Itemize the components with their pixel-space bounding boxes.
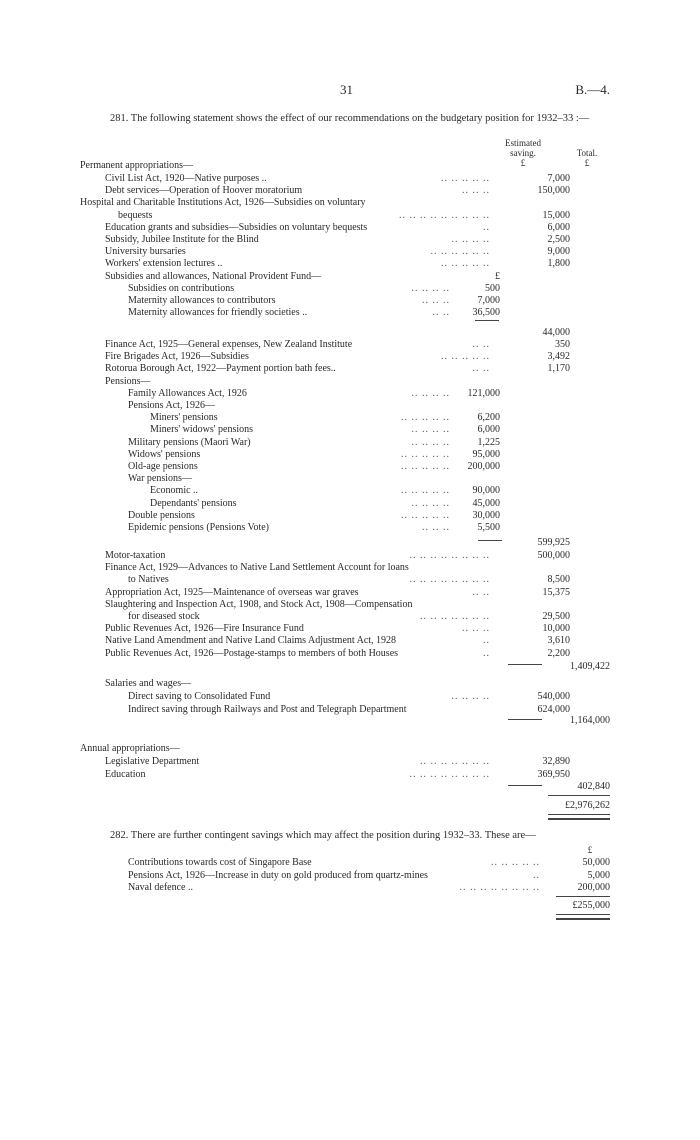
row-label: Indirect saving through Railways and Post and Telegraph Department [128, 703, 407, 715]
subtotal-row [0, 800, 700, 812]
row-label: Legislative Department [105, 756, 200, 767]
leader-dots: .. [533, 869, 540, 881]
estimated-sub-value: 121,000 [467, 387, 500, 399]
contingent-row [0, 857, 700, 869]
row-label: Education [105, 768, 146, 780]
subtotal-row [0, 327, 700, 339]
table-row [0, 611, 700, 623]
estimated-sub-value: 90,000 [472, 485, 500, 497]
leader-dots: .. .. .. .. .. .. .. .. .. [399, 209, 490, 221]
estimated-sub-value: 1,225 [477, 436, 500, 448]
double-rule [548, 814, 610, 820]
row-label: Hospital and Charitable Institutions Act, 1926—Subsidies on voluntary [80, 197, 366, 209]
table-row [0, 400, 700, 412]
leader-dots: .. .. .. .. .. [401, 509, 450, 521]
total-label: Total. [576, 148, 598, 158]
estimated-saving-value: 369,950 [537, 768, 570, 780]
section-heading-label: Salaries and wages— [105, 678, 192, 689]
row-label: Motor-taxation [105, 550, 166, 561]
row-label: Military pensions (Maori War) [128, 436, 251, 448]
table-row [0, 412, 700, 424]
row-label: bequests [118, 209, 153, 221]
subtotal-value: 44,000 [542, 327, 570, 338]
table-row [0, 246, 700, 258]
row-label: Pensions Act, 1926— [128, 400, 215, 411]
subtotal-row [0, 781, 700, 793]
row-label: to Natives [128, 574, 169, 586]
row-label: University bursaries [105, 246, 186, 258]
row-label: Miners' pensions [150, 412, 218, 424]
leader-dots: .. .. .. .. .. .. .. [420, 611, 490, 622]
row-label: Family Allowances Act, 1926 [128, 387, 247, 399]
estimated-saving-value: 500,000 [537, 550, 570, 561]
row-label: Public Revenues Act, 1926—Fire Insurance Fund [105, 623, 304, 635]
leader-dots: .. .. .. [462, 185, 490, 197]
estimated-saving-value: 2,200 [547, 647, 570, 659]
estimated-sub-value: 95,000 [472, 448, 500, 460]
leader-dots: .. .. .. .. .. [401, 485, 450, 497]
estimated-sub-value: 6,000 [477, 424, 500, 436]
leader-dots: .. .. .. .. [411, 387, 450, 399]
subtotal-row [0, 715, 700, 727]
row-label: Widows' pensions [128, 448, 201, 460]
row-label: Finance Act, 1929—Advances to Native Land Settlement Account for loans [105, 562, 409, 574]
total-value: 200,000 [577, 882, 610, 893]
table-row [0, 234, 700, 246]
document-reference: B.—4. [575, 82, 610, 97]
estimated-saving-value: 624,000 [537, 703, 570, 715]
table-row [0, 599, 700, 611]
table-row [0, 623, 700, 635]
leader-dots: .. .. .. .. .. [401, 412, 450, 424]
contingent-total-value: £255,000 [572, 900, 610, 911]
leader-dots: .. .. .. [422, 522, 450, 533]
estimated-saving-value: 1,800 [547, 258, 570, 270]
estimated-saving-value: 350 [555, 339, 570, 350]
table-row [0, 283, 700, 295]
table-row [0, 550, 700, 562]
leader-dots: .. .. .. .. .. .. [430, 246, 490, 258]
table-row [0, 258, 700, 270]
row-label: Public Revenues Act, 1926—Postage-stamps to members of both Houses [105, 647, 399, 659]
leader-dots: .. .. [432, 307, 450, 319]
estimated-sub-value: 200,000 [467, 461, 500, 472]
paragraph-282: 282. There are further contingent savings which may affect the position during 1932–33. These are— [110, 830, 536, 841]
subtotal-value: 402,840 [577, 781, 610, 792]
table-row [0, 307, 700, 319]
leader-dots: .. .. .. .. .. [401, 448, 450, 460]
leader-dots: .. .. .. .. .. [441, 173, 490, 184]
leader-dots: .. .. .. .. .. [441, 258, 490, 270]
leader-dots: .. .. .. .. .. .. .. .. [459, 882, 540, 893]
double-rule [556, 914, 610, 920]
leader-dots: .. .. [472, 339, 490, 350]
table-row [0, 510, 700, 522]
table-row [0, 388, 700, 400]
leader-dots: .. .. .. .. .. [491, 857, 540, 868]
row-label: Naval defence .. [128, 882, 193, 893]
table-row [0, 562, 700, 574]
row-label: Subsidies on contributions [128, 282, 235, 294]
table-row [0, 295, 700, 307]
leader-dots: .. .. .. .. [411, 497, 450, 509]
row-label: Dependants' pensions [150, 497, 237, 509]
leader-dots: .. .. .. .. [411, 436, 450, 448]
leader-dots: .. .. .. [422, 295, 450, 306]
row-label: Maternity allowances for friendly societies .. [128, 307, 308, 319]
row-label: Subsidy, Jubilee Institute for the Blind [105, 234, 259, 245]
table-row [0, 210, 700, 222]
estimated-saving-value: 3,492 [547, 351, 570, 363]
table-row [0, 485, 700, 497]
leader-dots: .. .. [472, 586, 490, 598]
rule-line [556, 896, 610, 897]
table-row [0, 376, 700, 388]
rule-line [548, 795, 610, 796]
table-row [0, 173, 700, 185]
row-label: Contributions towards cost of Singapore Base [128, 857, 312, 868]
table-row [0, 756, 700, 768]
leader-dots: .. .. .. .. [451, 234, 490, 245]
row-label: Workers' extension lectures .. [105, 258, 223, 270]
total-value: 5,000 [587, 869, 610, 881]
row-label: Subsidies and allowances, National Provident Fund— [105, 270, 322, 282]
row-label: Debt services—Operation of Hoover moratorium [105, 185, 303, 197]
table-row [0, 339, 700, 351]
leader-dots: .. .. .. .. .. [441, 351, 490, 363]
row-label: Economic .. [150, 485, 199, 497]
leader-dots: .. .. .. .. [411, 424, 450, 436]
estimated-saving-label: Estimated saving. [505, 138, 541, 158]
leader-dots: .. .. [472, 363, 490, 375]
leader-dots: .. .. .. [462, 623, 490, 635]
estimated-saving-value: 2,500 [547, 234, 570, 245]
page-number: 31 [340, 82, 353, 97]
subtotal-value: 599,925 [537, 537, 570, 548]
row-label: Civil List Act, 1920—Native purposes .. [105, 173, 267, 184]
table-row [0, 635, 700, 647]
estimated-saving-value: 6,000 [547, 221, 570, 233]
estimated-sub-value: 36,500 [472, 307, 500, 319]
subtotal-row [0, 537, 700, 549]
estimated-saving-value: 15,000 [542, 209, 570, 221]
row-label: War pensions— [128, 473, 192, 485]
row-label: Appropriation Act, 1925—Maintenance of overseas war graves [105, 586, 359, 598]
leader-dots: .. .. .. .. .. .. .. .. [409, 574, 490, 586]
table-row [0, 271, 700, 283]
table-row [0, 522, 700, 534]
table-row [0, 498, 700, 510]
subtotal-value: £2,976,262 [565, 800, 610, 811]
estimated-saving-value: 29,500 [542, 611, 570, 622]
estimated-sub-value: 6,200 [477, 412, 500, 424]
subtotal-row [0, 661, 700, 673]
estimated-saving-value: 9,000 [547, 246, 570, 258]
table-row [0, 197, 700, 209]
leader-dots: .. .. .. .. [451, 691, 490, 702]
estimated-saving-value: 15,375 [542, 586, 570, 598]
row-label: Finance Act, 1925—General expenses, New Zealand Institute [105, 339, 353, 350]
leader-dots: .. [483, 221, 490, 233]
row-label: Double pensions [128, 509, 195, 521]
table-row [0, 424, 700, 436]
table-row [0, 363, 700, 375]
row-label: Pensions— [105, 375, 151, 387]
table-row [0, 769, 700, 781]
section-heading-label: Permanent appropriations— [80, 160, 194, 171]
total-unit: £ [584, 158, 590, 168]
estimated-sub-value: £ [495, 270, 500, 282]
table-row [0, 461, 700, 473]
estimated-saving-value: 32,890 [542, 756, 570, 767]
row-label: Direct saving to Consolidated Fund [128, 691, 271, 702]
leader-dots: .. .. .. .. [411, 282, 450, 294]
table-row [0, 587, 700, 599]
table-row [0, 704, 700, 716]
table-row [0, 574, 700, 586]
rule-line [475, 320, 499, 321]
leader-dots: .. .. .. .. .. [401, 461, 450, 472]
section-heading [0, 160, 700, 172]
row-label: Epidemic pensions (Pensions Vote) [128, 522, 270, 533]
contingent-unit: £ [587, 845, 593, 855]
table-row [0, 691, 700, 703]
table-row [0, 222, 700, 234]
subtotal-value: 1,164,000 [570, 715, 610, 726]
contingent-row [0, 882, 700, 894]
paragraph-281: 281. The following statement shows the effect of our recommendations on the budgetary position for 1932–33 :— [110, 113, 590, 124]
estimated-saving-value: 7,000 [547, 173, 570, 184]
row-label: Miners' widows' pensions [150, 424, 254, 436]
table-row [0, 648, 700, 660]
estimated-saving-value: 10,000 [542, 623, 570, 635]
row-label: Fire Brigades Act, 1926—Subsidies [105, 351, 249, 363]
total-value: 50,000 [582, 857, 610, 868]
subtotal-value: 1,409,422 [570, 661, 610, 672]
table-row [0, 449, 700, 461]
leader-dots: .. .. .. .. .. .. .. .. [409, 550, 490, 561]
row-label: for diseased stock [128, 611, 200, 622]
estimated-sub-value: 500 [485, 282, 500, 294]
section-heading-label: Annual appropriations— [80, 743, 180, 754]
section-heading [0, 743, 700, 755]
leader-dots: .. [483, 647, 490, 659]
estimated-sub-value: 30,000 [472, 509, 500, 521]
estimated-saving-value: 150,000 [537, 185, 570, 197]
row-label: Pensions Act, 1926—Increase in duty on gold produced from quartz-mines [128, 869, 428, 881]
estimated-sub-value: 45,000 [472, 497, 500, 509]
table-row [0, 473, 700, 485]
row-label: Old-age pensions [128, 461, 198, 472]
estimated-sub-value: 5,500 [477, 522, 500, 533]
section-heading [0, 678, 700, 690]
estimated-saving-value: 3,610 [547, 635, 570, 647]
row-label: Native Land Amendment and Native Land Claims Adjustment Act, 1928 [105, 635, 397, 647]
leader-dots: .. .. .. .. .. .. .. [420, 756, 490, 767]
contingent-total-row [0, 900, 700, 912]
table-row [0, 351, 700, 363]
estimated-saving-value: 1,170 [547, 363, 570, 375]
contingent-row [0, 870, 700, 882]
estimated-saving-unit: £ [520, 158, 526, 168]
row-label: Slaughtering and Inspection Act, 1908, and Stock Act, 1908—Compensation [105, 598, 413, 610]
table-row [0, 437, 700, 449]
table-row [0, 185, 700, 197]
estimated-saving-value: 540,000 [537, 691, 570, 702]
leader-dots: .. [483, 635, 490, 647]
estimated-sub-value: 7,000 [477, 295, 500, 306]
row-label: Maternity allowances to contributors [128, 295, 276, 306]
row-label: Education grants and subsidies—Subsidies on voluntary bequests [105, 221, 368, 233]
row-label: Rotorua Borough Act, 1922—Payment portion bath fees.. [105, 363, 336, 375]
estimated-saving-value: 8,500 [547, 574, 570, 586]
leader-dots: .. .. .. .. .. .. .. .. [409, 768, 490, 780]
